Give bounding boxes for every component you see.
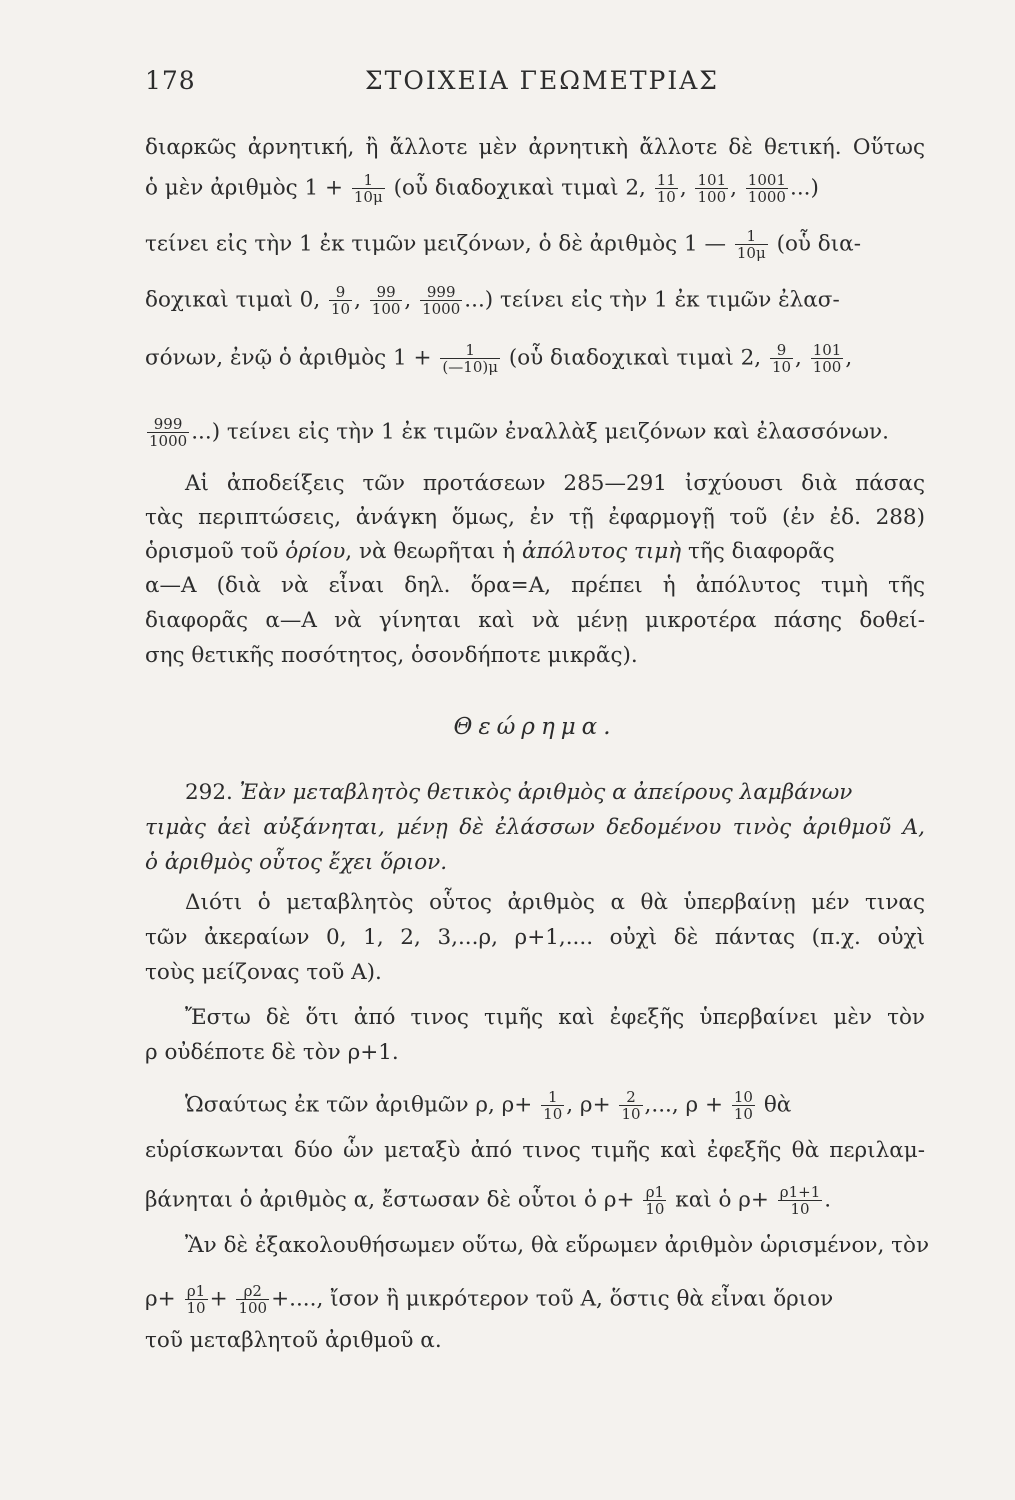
fraction: $\frac{11}{10}$: [656, 171, 676, 206]
text-line: τοὺς μείζονας τοῦ Α).: [145, 960, 382, 985]
math-line: ρ+ $\frac{\rho 1}{10}$ + $\frac{\rho 2}{100}$ +...., ἴσον ἢ μικρότερον τοῦ Α, ὅστις θὰ εἶναι ὅριον: [145, 1282, 834, 1317]
fraction: $\frac{999}{1000}$: [149, 415, 188, 450]
theorem-heading: Θεώρημα.: [453, 714, 617, 740]
text-line: τιμὰς ἀεὶ αὐξάνηται, μένῃ δὲ ἐλάσσων δεδομένου τινὸς ἀριθμοῦ Α,: [145, 815, 925, 840]
math-line: σόνων, ἐνῷ ὁ ἀριθμὸς 1 + $\frac{1}{(—10)\mu}$ (οὗ διαδοχικαὶ τιμαὶ 2, $\frac{9}{10}$ , $\frac{101}{100}$ ,: [145, 341, 853, 376]
fraction: $\frac{9}{10}$: [771, 341, 792, 376]
section-number: 292.: [185, 780, 233, 805]
fraction: $\frac{99}{100}$: [371, 283, 401, 318]
text-line: τῶν ἀκεραίων 0, 1, 2, 3,...ρ, ρ+1,.... οὐχὶ δὲ πάντας (π.χ. οὐχὶ: [145, 925, 925, 950]
math-line: τείνει εἰς τὴν 1 ἐκ τιμῶν μειζόνων, ὁ δὲ ἀριθμὸς 1 — $\frac{1}{10\mu}$ (οὗ δια-: [145, 227, 861, 262]
fraction: $\frac{\rho 2}{100}$: [238, 1282, 268, 1317]
math-line: ὁ μὲν ἀριθμὸς 1 + $\frac{1}{10\mu}$ (οὗ διαδοχικαὶ τιμαὶ 2, $\frac{11}{10}$ , $\frac{101}{100}$ , $\frac{1001}{1000}$ ...): [145, 171, 819, 206]
math-line: $\frac{999}{1000}$ ...) τείνει εἰς τὴν 1 ἐκ τιμῶν ἐναλλὰξ μειζόνων καὶ ἐλασσόνων.: [149, 415, 889, 450]
text-line: σης θετικῆς ποσότητος, ὁσονδήποτε μικρᾶς).: [145, 643, 638, 668]
text-line: τοῦ μεταβλητοῦ ἀριθμοῦ α.: [145, 1328, 442, 1353]
fraction: $\frac{2}{10}$: [621, 1088, 641, 1123]
math-line: δοχικαὶ τιμαὶ 0, $\frac{9}{10}$ , $\frac{99}{100}$ , $\frac{999}{1000}$ ...) τείνει εἰς τὴν 1 ἐκ τιμῶν ἐλασ-: [145, 283, 840, 318]
fraction: $\frac{1}{10\mu}$: [736, 227, 766, 262]
text-line: α—Α (διὰ νὰ εἶναι δηλ. ὅρα=Α, πρέπει ἡ ἀπόλυτος τιμὴ τῆς: [145, 573, 925, 598]
text-line: Αἱ ἀποδείξεις τῶν προτάσεων 285—291 ἰσχύουσι διὰ πάσας: [185, 471, 925, 496]
text-line: 292. Ἐὰν μεταβλητὸς θετικὸς ἀριθμὸς α ἀπείρους λαμβάνων: [185, 780, 853, 805]
fraction: $\frac{\rho 1}{10}$: [645, 1183, 665, 1218]
fraction: $\frac{\rho 1}{10}$: [186, 1282, 206, 1317]
math-line: βάνηται ὁ ἀριθμὸς α, ἔστωσαν δὲ οὗτοι ὁ ρ+ $\frac{\rho 1}{10}$ καὶ ὁ ρ+ $\frac{\rho 1+1}{10}$ .: [145, 1183, 832, 1218]
fraction: $\frac{1}{(—10)\mu}$: [442, 341, 498, 376]
fraction: $\frac{1}{10\mu}$: [353, 171, 383, 206]
fraction: $\frac{1001}{1000}$: [747, 171, 786, 206]
fraction: $\frac{\rho 1+1}{10}$: [779, 1183, 821, 1218]
text-line: διαρκῶς ἀρνητική, ἢ ἄλλοτε μὲν ἀρνητικὴ ἄλλοτε δὲ θετική. Οὕτως: [145, 135, 925, 160]
fraction: $\frac{9}{10}$: [331, 283, 351, 318]
text-line: ὁρισμοῦ τοῦ ὁρίου, νὰ θεωρῆται ἡ ἀπόλυτος τιμὴ τῆς διαφορᾶς: [145, 539, 835, 564]
text-line: εὑρίσκωνται δύο ὧν μεταξὺ ἀπό τινος τιμῆς καὶ ἐφεξῆς θὰ περιλαμ-: [145, 1138, 925, 1163]
text-line: τὰς περιπτώσεις, ἀνάγκη ὅμως, ἐν τῇ ἐφαρμογῇ τοῦ (ἐν ἐδ. 288): [145, 505, 925, 530]
fraction: $\frac{101}{100}$: [697, 171, 727, 206]
running-title: ΣΤΟΙΧΕΙΑ ΓΕΩΜΕΤΡΙΑΣ: [365, 66, 719, 95]
text-line: Ἂν δὲ ἐξακολουθήσωμεν οὕτω, θὰ εὕρωμεν ἀριθμὸν ὡρισμένον, τὸν: [185, 1233, 930, 1258]
fraction: $\frac{1}{10}$: [543, 1088, 563, 1123]
text-line: ὁ ἀριθμὸς οὗτος ἔχει ὅριον.: [145, 850, 448, 875]
fraction: $\frac{999}{1000}$: [422, 283, 461, 318]
page-number: 178: [145, 66, 196, 95]
page-header: [145, 66, 905, 106]
text-line: διαφορᾶς α—Α νὰ γίνηται καὶ νὰ μένῃ μικροτέρα πάσης δοθεί-: [145, 608, 925, 633]
text-line: ρ οὐδέποτε δὲ τὸν ρ+1.: [145, 1040, 399, 1065]
math-line: Ὡσαύτως ἐκ τῶν ἀριθμῶν ρ, ρ+ $\frac{1}{10}$ , ρ+ $\frac{2}{10}$ ,..., ρ + $\frac{10}{10}$ θὰ: [185, 1088, 792, 1123]
text-line: Ἔστω δὲ ὅτι ἀπό τινος τιμῆς καὶ ἐφεξῆς ὑπερβαίνει μὲν τὸν: [185, 1005, 925, 1030]
fraction: $\frac{101}{100}$: [812, 341, 842, 376]
fraction: $\frac{10}{10}$: [733, 1088, 753, 1123]
text-line: Διότι ὁ μεταβλητὸς οὗτος ἀριθμὸς α θὰ ὑπερβαίνῃ μέν τινας: [185, 890, 925, 915]
